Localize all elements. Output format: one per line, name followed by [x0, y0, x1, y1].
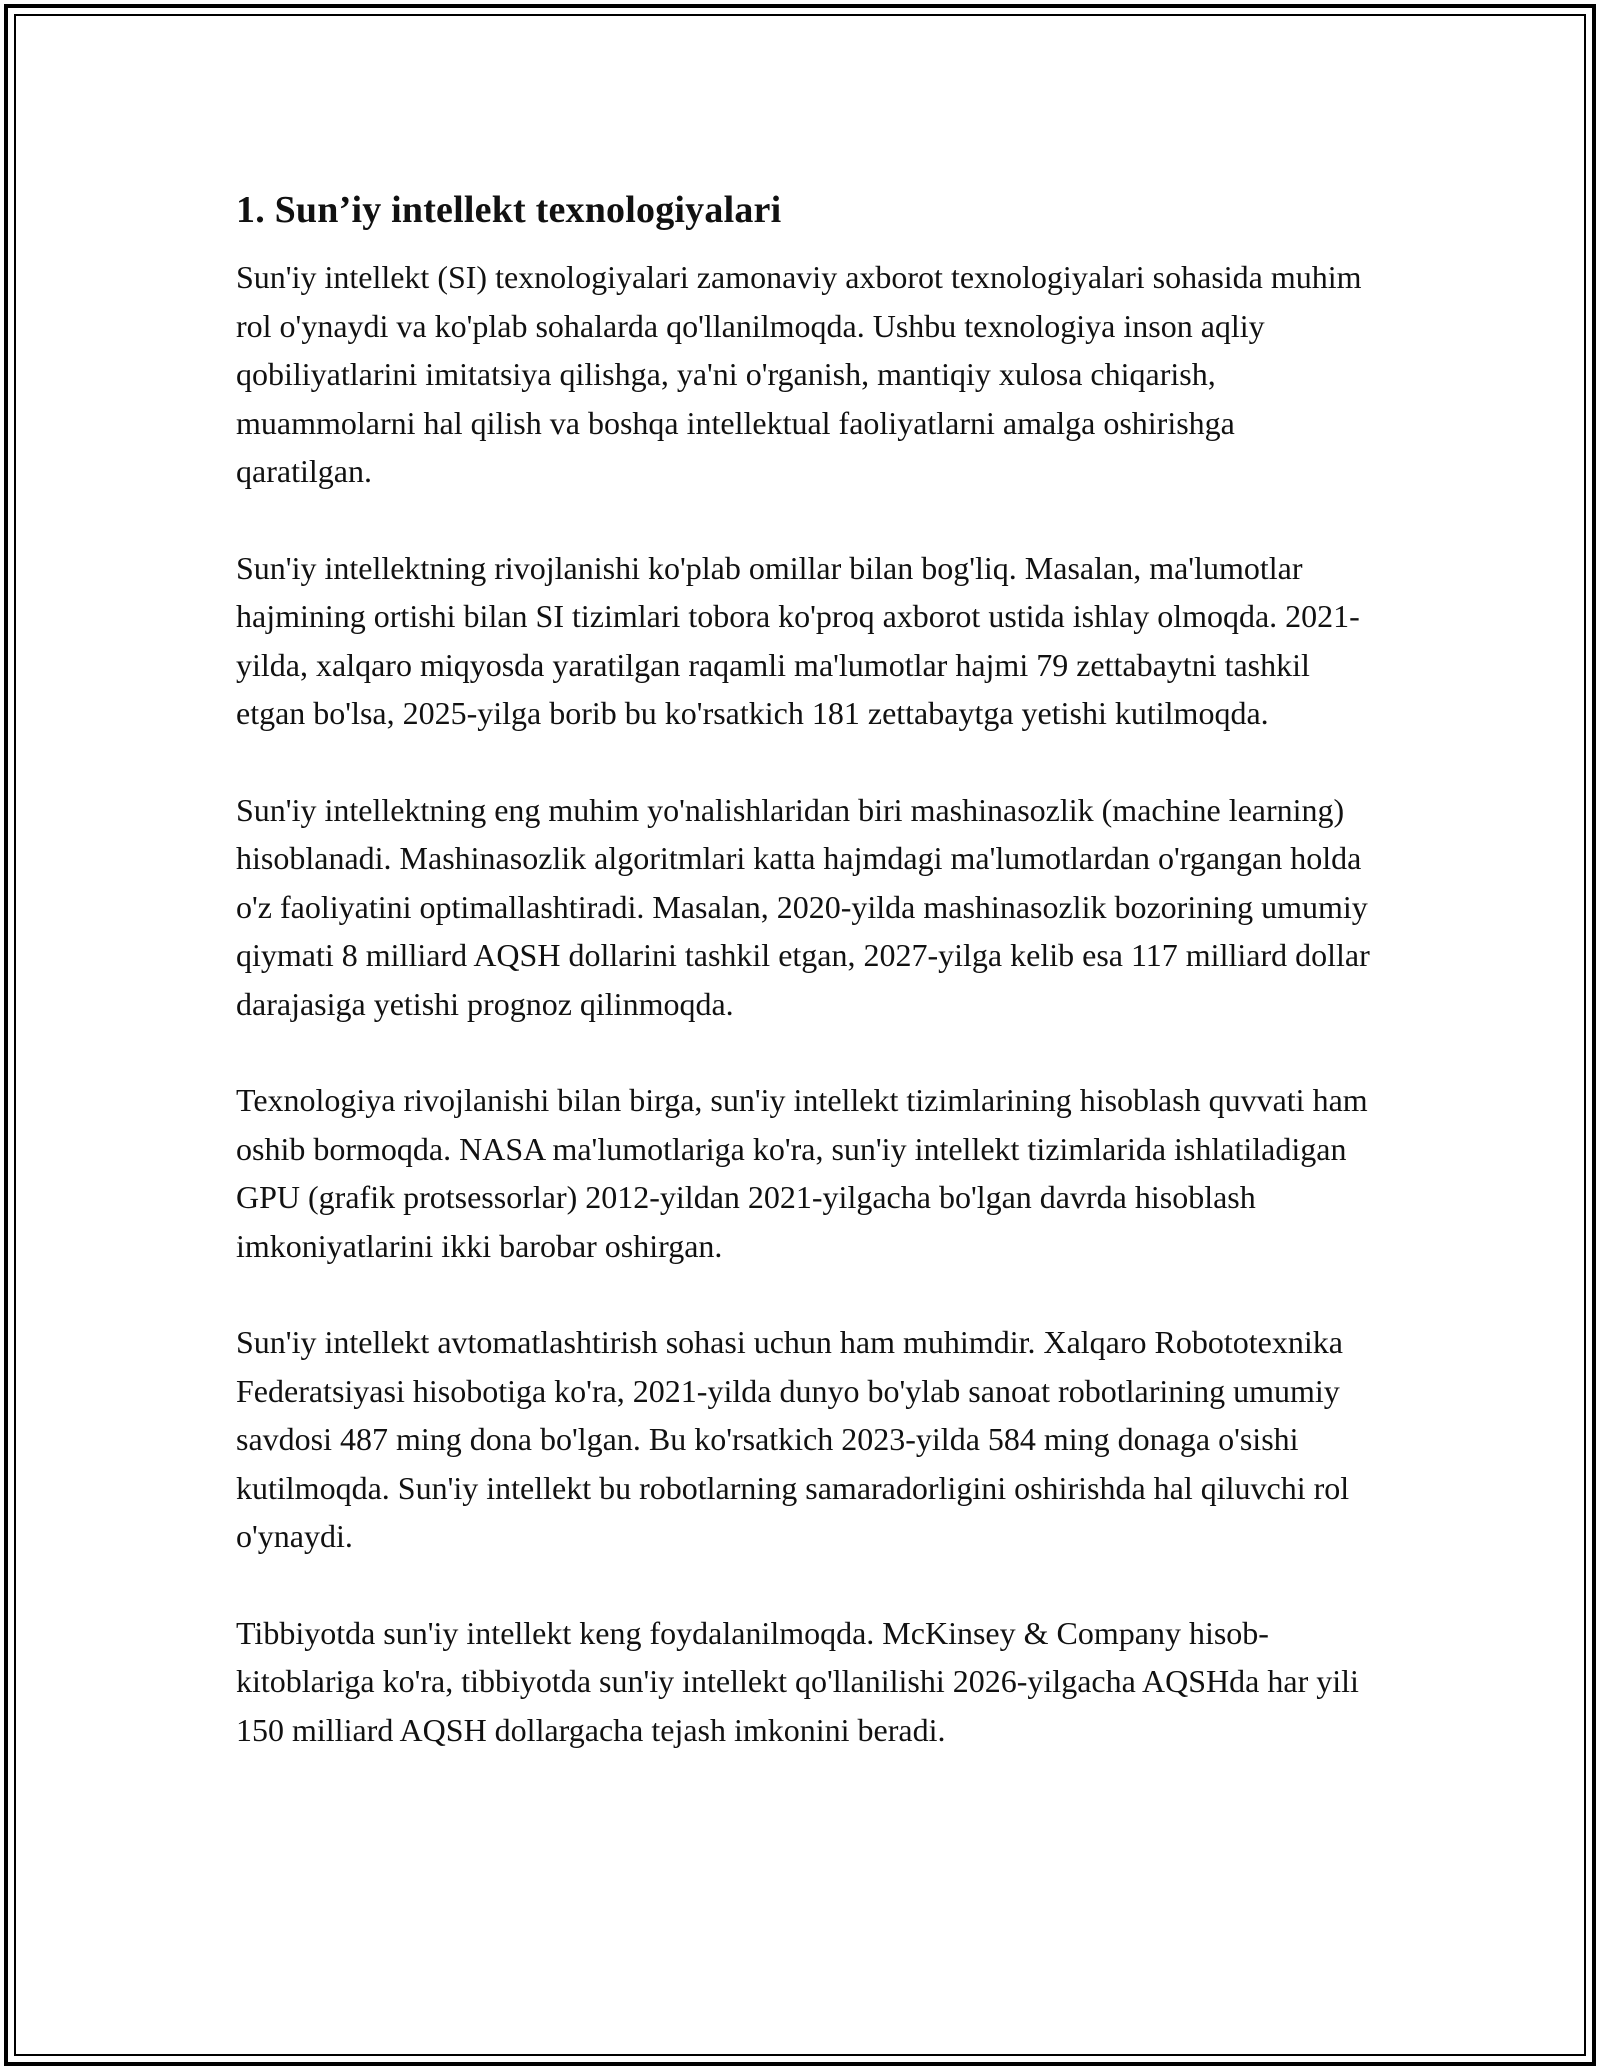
section-title: 1. Sun’iy intellekt texnologiyalari [236, 189, 782, 231]
paragraph-intro: Sun'iy intellekt (SI) texnologiyalari zamonaviy axborot texnologiyalari sohasida muhim rol o'ynaydi va ko'plab sohalarda qo'llanilmoqda. Ushbu texnologiya inson aqliy qobiliyatlarini imitatsiya qilishga, ya'ni o'rganish, mantiqiy xulosa chiqarish, muammolarni hal qilish va boshqa intellektual faoliyatlarni amalga oshirishga qaratilgan. [236, 259, 1362, 490]
paragraph-medicine: Tibbiyotda sun'iy intellekt keng foydalanilmoqda. McKinsey & Company hisob-kitoblariga ko'ra, tibbiyotda sun'iy intellekt qo'llanilishi 2026-yilgacha AQSHda har yili 150 milliard AQSH dollargacha tejash imkonini beradi. [236, 1614, 1359, 1748]
document-body [236, 186, 1376, 1754]
paragraph-data-growth: Sun'iy intellektning rivojlanishi ko'plab omillar bilan bog'liq. Masalan, ma'lumotlar hajmining ortishi bilan SI tizimlari tobora ko'proq axborot ustida ishlay olmoqda. 2021-yilda, xalqaro miqyosda yaratilgan raqamli ma'lumotlar hajmi 79 zettabaytni tashkil etgan bo'lsa, 2025-yilga borib bu ko'rsatkich 181 zettabaytga yetishi kutilmoqda. [236, 549, 1360, 732]
paragraph-computing-power: Texnologiya rivojlanishi bilan birga, sun'iy intellekt tizimlarining hisoblash quvvati ham oshib bormoqda. NASA ma'lumotlariga ko'ra, sun'iy intellekt tizimlarida ishlatiladigan GPU (grafik protsessorlar) 2012-yildan 2021-yilgacha bo'lgan davrda hisoblash imkoniyatlarini ikki barobar oshirgan. [236, 1082, 1368, 1264]
paragraph-machine-learning: Sun'iy intellektning eng muhim yo'nalishlaridan biri mashinasozlik (machine learning) hisoblanadi. Mashinasozlik algoritmlari katta hajmdagi ma'lumotlardan o'rgangan holda o'z faoliyatini optimallashtiradi. Masalan, 2020-yilda mashinasozlik bozorining umumiy qiymati 8 milliard AQSH dollarini tashkil etgan, 2027-yilga kelib esa 117 milliard dollar darajasiga yetishi prognoz qilinmoqda. [236, 791, 1370, 1022]
paragraph-automation: Sun'iy intellekt avtomatlashtirish sohasi uchun ham muhimdir. Xalqaro Robototexnika Federatsiyasi hisobotiga ko'ra, 2021-yilda dunyo bo'ylab sanoat robotlarining umumiy savdosi 487 ming dona bo'lgan. Bu ko'rsatkich 2023-yilda 584 ming donaga o'sishi kutilmoqda. Sun'iy intellekt bu robotlarning samaradorligini oshirishda hal qiluvchi rol o'ynaydi. [236, 1324, 1350, 1555]
